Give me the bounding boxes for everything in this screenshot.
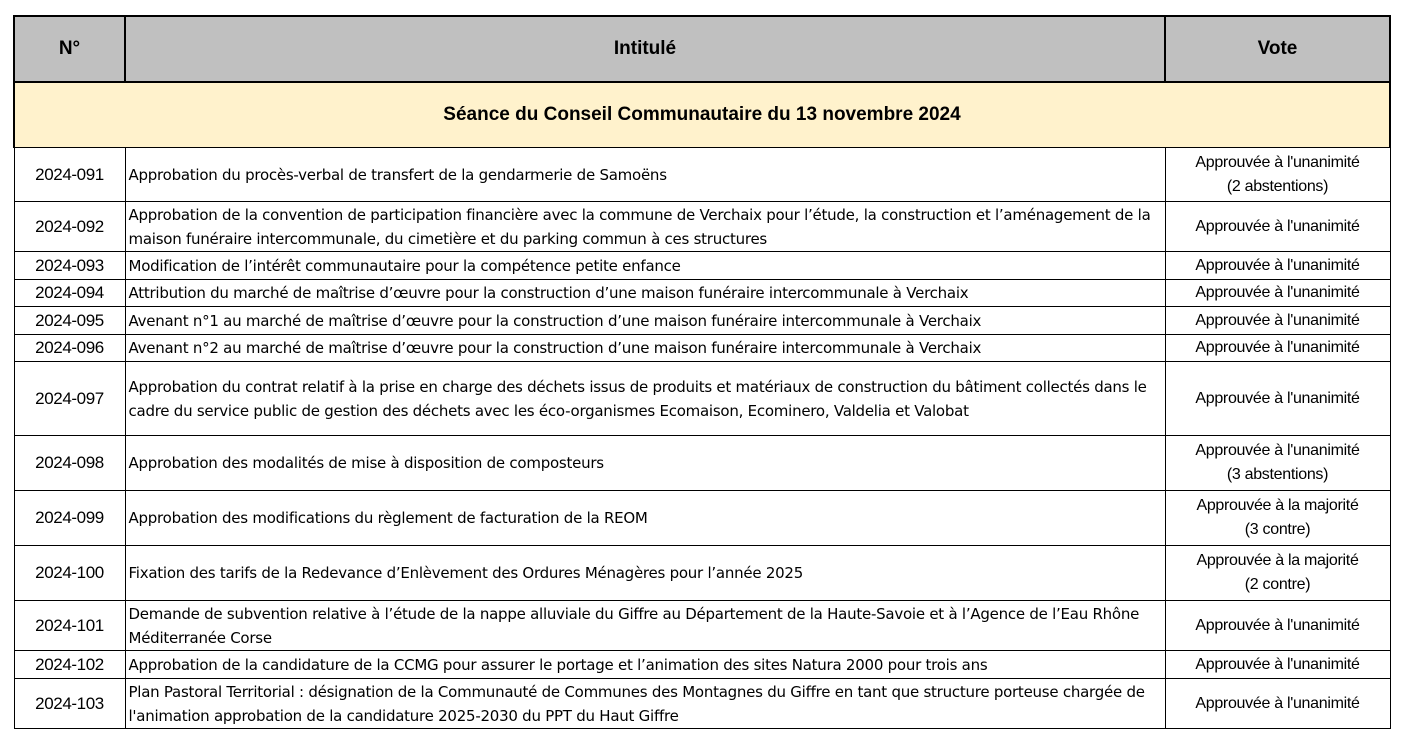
row-number: 2024-095 (14, 307, 125, 335)
row-vote (1165, 679, 1390, 729)
row-title: Approbation des modifications du règlement de facturation de la REOM (125, 491, 1165, 546)
table-row (14, 651, 1390, 679)
row-title: Approbation des modalités de mise à disposition de composteurs (125, 436, 1165, 491)
vote-result: Approuvée à l'unanimité (1195, 217, 1360, 235)
row-vote (1165, 202, 1390, 252)
row-number: 2024-091 (14, 148, 125, 202)
vote-result: Approuvée à l'unanimité (1195, 284, 1360, 301)
table-row (14, 148, 1390, 202)
table-row (14, 546, 1390, 601)
table-row (14, 307, 1390, 335)
row-vote (1165, 148, 1390, 202)
row-number: 2024-103 (14, 679, 125, 729)
table-row (14, 362, 1390, 436)
row-number: 2024-092 (14, 202, 125, 252)
row-title: Plan Pastoral Territorial : désignation de la Communauté de Communes des Montagnes du Giffre en tant que structure porteuse chargée de l'animation approbation de la candidature 2025-2030 du PPT du Haut Giffre (125, 679, 1165, 729)
row-number: 2024-096 (14, 335, 125, 362)
vote-result: Approuvée à l'unanimité (1195, 694, 1360, 712)
row-vote (1165, 491, 1390, 546)
row-title: Approbation de la convention de participation financière avec la commune de Verchaix pour l’étude, la construction et l’aménagement de la maison funéraire intercommunale, du cimetière et du parking commun à ces structures (125, 202, 1165, 252)
row-number: 2024-094 (14, 280, 125, 307)
header-title: Intitulé (125, 16, 1165, 82)
vote-result: Approuvée à l'unanimité (1195, 442, 1360, 459)
row-title: Demande de subvention relative à l’étude de la nappe alluviale du Giffre au Département de la Haute-Savoie et à l’Agence de l’Eau Rhône Méditerranée Corse (125, 601, 1165, 651)
row-title: Approbation du procès-verbal de transfert de la gendarmerie de Samoëns (125, 148, 1165, 202)
row-vote (1165, 252, 1390, 280)
vote-note: (3 contre) (1244, 521, 1311, 538)
row-vote (1165, 546, 1390, 601)
row-number: 2024-100 (14, 546, 125, 601)
row-vote (1165, 601, 1390, 651)
vote-result: Approuvée à la majorité (1196, 552, 1359, 569)
table-row (14, 252, 1390, 280)
header-vote: Vote (1165, 16, 1390, 82)
vote-note: (2 contre) (1244, 576, 1311, 593)
row-title: Approbation de la candidature de la CCMG pour assurer le portage et l’animation des sites Natura 2000 pour trois ans (125, 651, 1165, 679)
vote-note: (2 abstentions) (1226, 177, 1329, 195)
row-vote (1165, 280, 1390, 307)
table-row (14, 335, 1390, 362)
row-title: Avenant n°2 au marché de maîtrise d’œuvre pour la construction d’une maison funéraire intercommunale à Verchaix (125, 335, 1165, 362)
table-row (14, 679, 1390, 729)
row-title: Avenant n°1 au marché de maîtrise d’œuvre pour la construction d’une maison funéraire intercommunale à Verchaix (125, 307, 1165, 335)
row-title: Modification de l’intérêt communautaire pour la compétence petite enfance (125, 252, 1165, 280)
vote-result: Approuvée à l'unanimité (1195, 311, 1360, 329)
header-num: N° (14, 16, 125, 82)
row-vote (1165, 651, 1390, 679)
vote-result: Approuvée à l'unanimité (1195, 616, 1360, 634)
vote-result: Approuvée à l'unanimité (1195, 153, 1360, 171)
vote-result: Approuvée à l'unanimité (1195, 339, 1360, 356)
row-vote (1165, 307, 1390, 335)
row-title: Approbation du contrat relatif à la prise en charge des déchets issus de produits et matériaux de construction du bâtiment collectés dans le cadre du service public de gestion des déchets avec les éco-organismes Ecomaison, Ecominero, Valdelia et Valobat (125, 362, 1165, 436)
vote-result: Approuvée à l'unanimité (1195, 655, 1360, 673)
row-number: 2024-093 (14, 252, 125, 280)
row-title: Fixation des tarifs de la Redevance d’Enlèvement des Ordures Ménagères pour l’année 2025 (125, 546, 1165, 601)
row-vote (1165, 436, 1390, 491)
row-number: 2024-099 (14, 491, 125, 546)
deliberations-table (13, 15, 1391, 729)
row-number: 2024-101 (14, 601, 125, 651)
row-title: Attribution du marché de maîtrise d’œuvre pour la construction d’une maison funéraire intercommunale à Verchaix (125, 280, 1165, 307)
row-vote (1165, 335, 1390, 362)
vote-note: (3 abstentions) (1226, 466, 1329, 483)
table-row (14, 202, 1390, 252)
vote-result: Approuvée à la majorité (1196, 497, 1359, 514)
row-number: 2024-097 (14, 362, 125, 436)
session-row (14, 82, 1390, 148)
session-title: Séance du Conseil Communautaire du 13 novembre 2024 (14, 82, 1390, 148)
vote-result: Approuvée à l'unanimité (1195, 389, 1360, 407)
row-number: 2024-098 (14, 436, 125, 491)
table-row (14, 436, 1390, 491)
vote-result: Approuvée à l'unanimité (1195, 256, 1360, 274)
table-header-row (14, 16, 1390, 82)
row-vote (1165, 362, 1390, 436)
table-row (14, 280, 1390, 307)
row-number: 2024-102 (14, 651, 125, 679)
table-row (14, 601, 1390, 651)
table-row (14, 491, 1390, 546)
